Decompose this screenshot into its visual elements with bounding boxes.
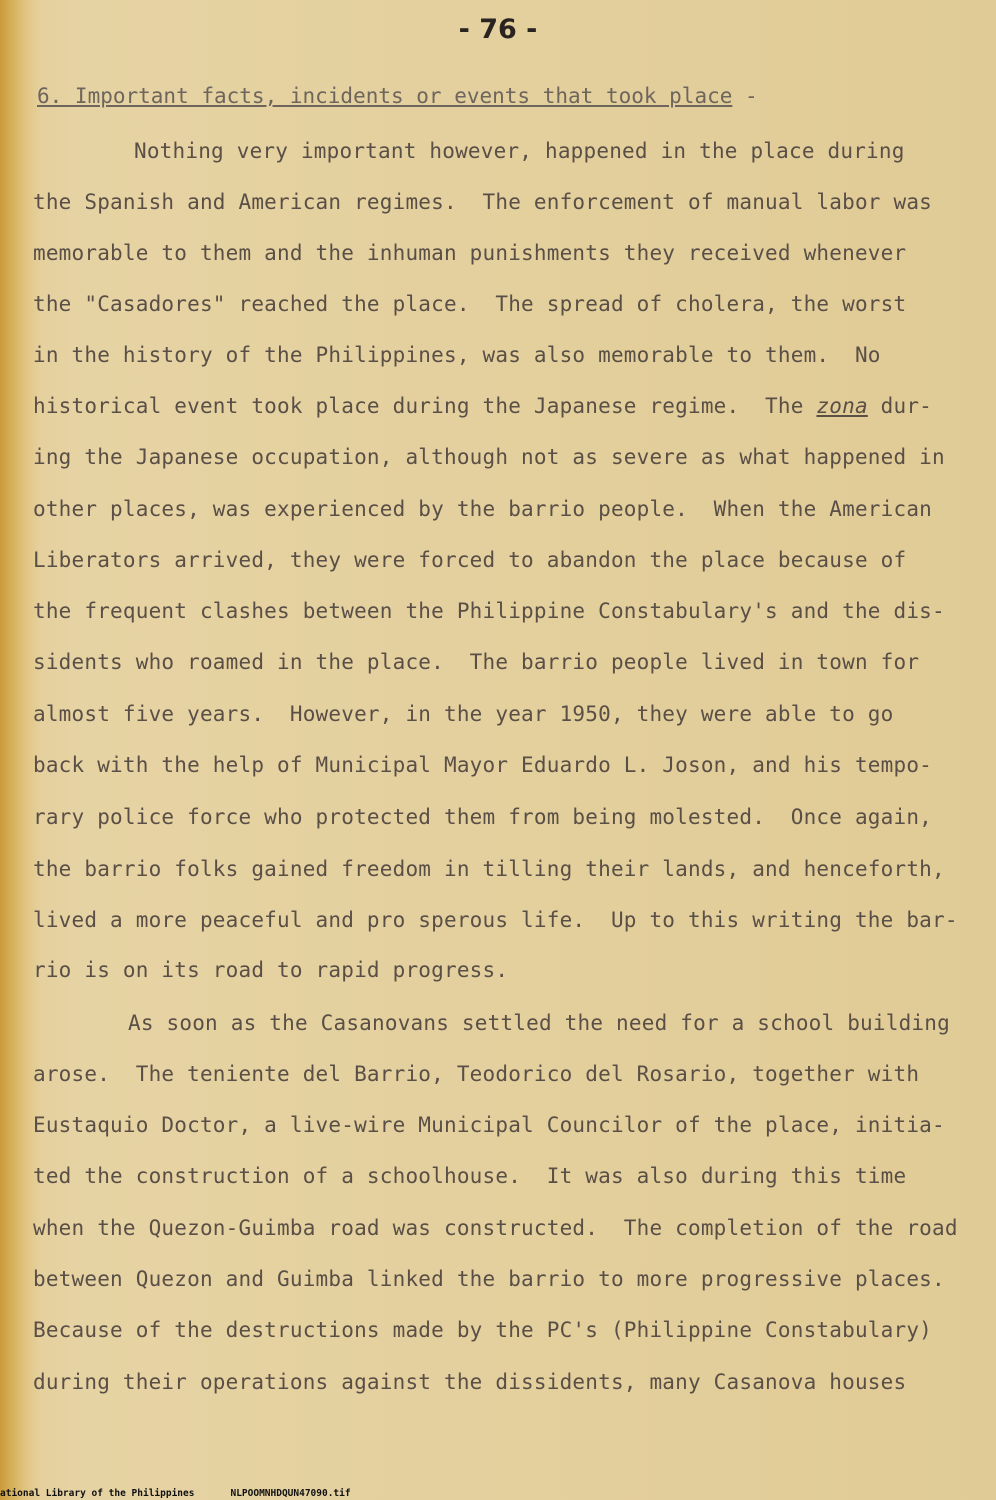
text-line: lived a more peaceful and pro sperous life. Up to this writing the bar-: [33, 908, 958, 932]
text-line-start: historical event took place during the Japanese regime. The: [33, 394, 817, 418]
text-line: other places, was experienced by the barrio people. When the American: [33, 497, 933, 521]
text-line: back with the help of Municipal Mayor Eduardo L. Joson, and his tempo-: [33, 753, 933, 777]
section-heading: [37, 84, 758, 108]
text-line: rio is on its road to rapid progress.: [33, 958, 509, 982]
text-line: the frequent clashes between the Philippine Constabulary's and the dis-: [33, 599, 945, 623]
text-line: ted the construction of a schoolhouse. It was also during this time: [33, 1164, 907, 1188]
footer-library: ational Library of the Philippines: [0, 1488, 195, 1499]
text-line: Nothing very important however, happened in the place during: [134, 139, 905, 163]
section-heading-suffix: -: [732, 84, 758, 108]
text-line: when the Quezon-Guimba road was constructed. The completion of the road: [33, 1216, 958, 1240]
text-line: As soon as the Casanovans settled the need for a school building: [128, 1011, 950, 1035]
section-heading-text: 6. Important facts, incidents or events that took place: [37, 84, 733, 108]
text-line: Eustaquio Doctor, a live-wire Municipal Councilor of the place, initia-: [33, 1113, 945, 1137]
text-line: almost five years. However, in the year 1950, they were able to go: [33, 702, 894, 726]
text-line: memorable to them and the inhuman punishments they received whenever: [33, 241, 907, 265]
text-line: Liberators arrived, they were forced to abandon the place because of: [33, 548, 907, 572]
page-number: - 76 -: [458, 14, 538, 45]
text-line: the Spanish and American regimes. The enforcement of manual labor was: [33, 190, 933, 214]
text-line: Because of the destructions made by the PC's (Philippine Constabulary): [33, 1318, 933, 1342]
text-line: sidents who roamed in the place. The barrio people lived in town for: [33, 650, 920, 674]
text-line: arose. The teniente del Barrio, Teodorico del Rosario, together with: [33, 1062, 920, 1086]
footer-filename: NLPOOMNHDQUN47090.tif: [230, 1488, 351, 1499]
text-line: [33, 394, 932, 418]
text-line: during their operations against the dissidents, many Casanova houses: [33, 1370, 907, 1394]
scan-footer: [0, 1488, 351, 1499]
text-line: the "Casadores" reached the place. The spread of cholera, the worst: [33, 292, 907, 316]
italic-term-zona: zona: [816, 394, 868, 418]
text-line: ing the Japanese occupation, although not as severe as what happened in: [33, 445, 945, 469]
text-line-end: dur-: [867, 394, 933, 418]
text-line: between Quezon and Guimba linked the barrio to more progressive places.: [33, 1267, 945, 1291]
text-line: the barrio folks gained freedom in tilling their lands, and henceforth,: [33, 857, 945, 881]
text-line: rary police force who protected them from being molested. Once again,: [33, 805, 933, 829]
text-line: in the history of the Philippines, was also memorable to them. No: [33, 343, 881, 367]
